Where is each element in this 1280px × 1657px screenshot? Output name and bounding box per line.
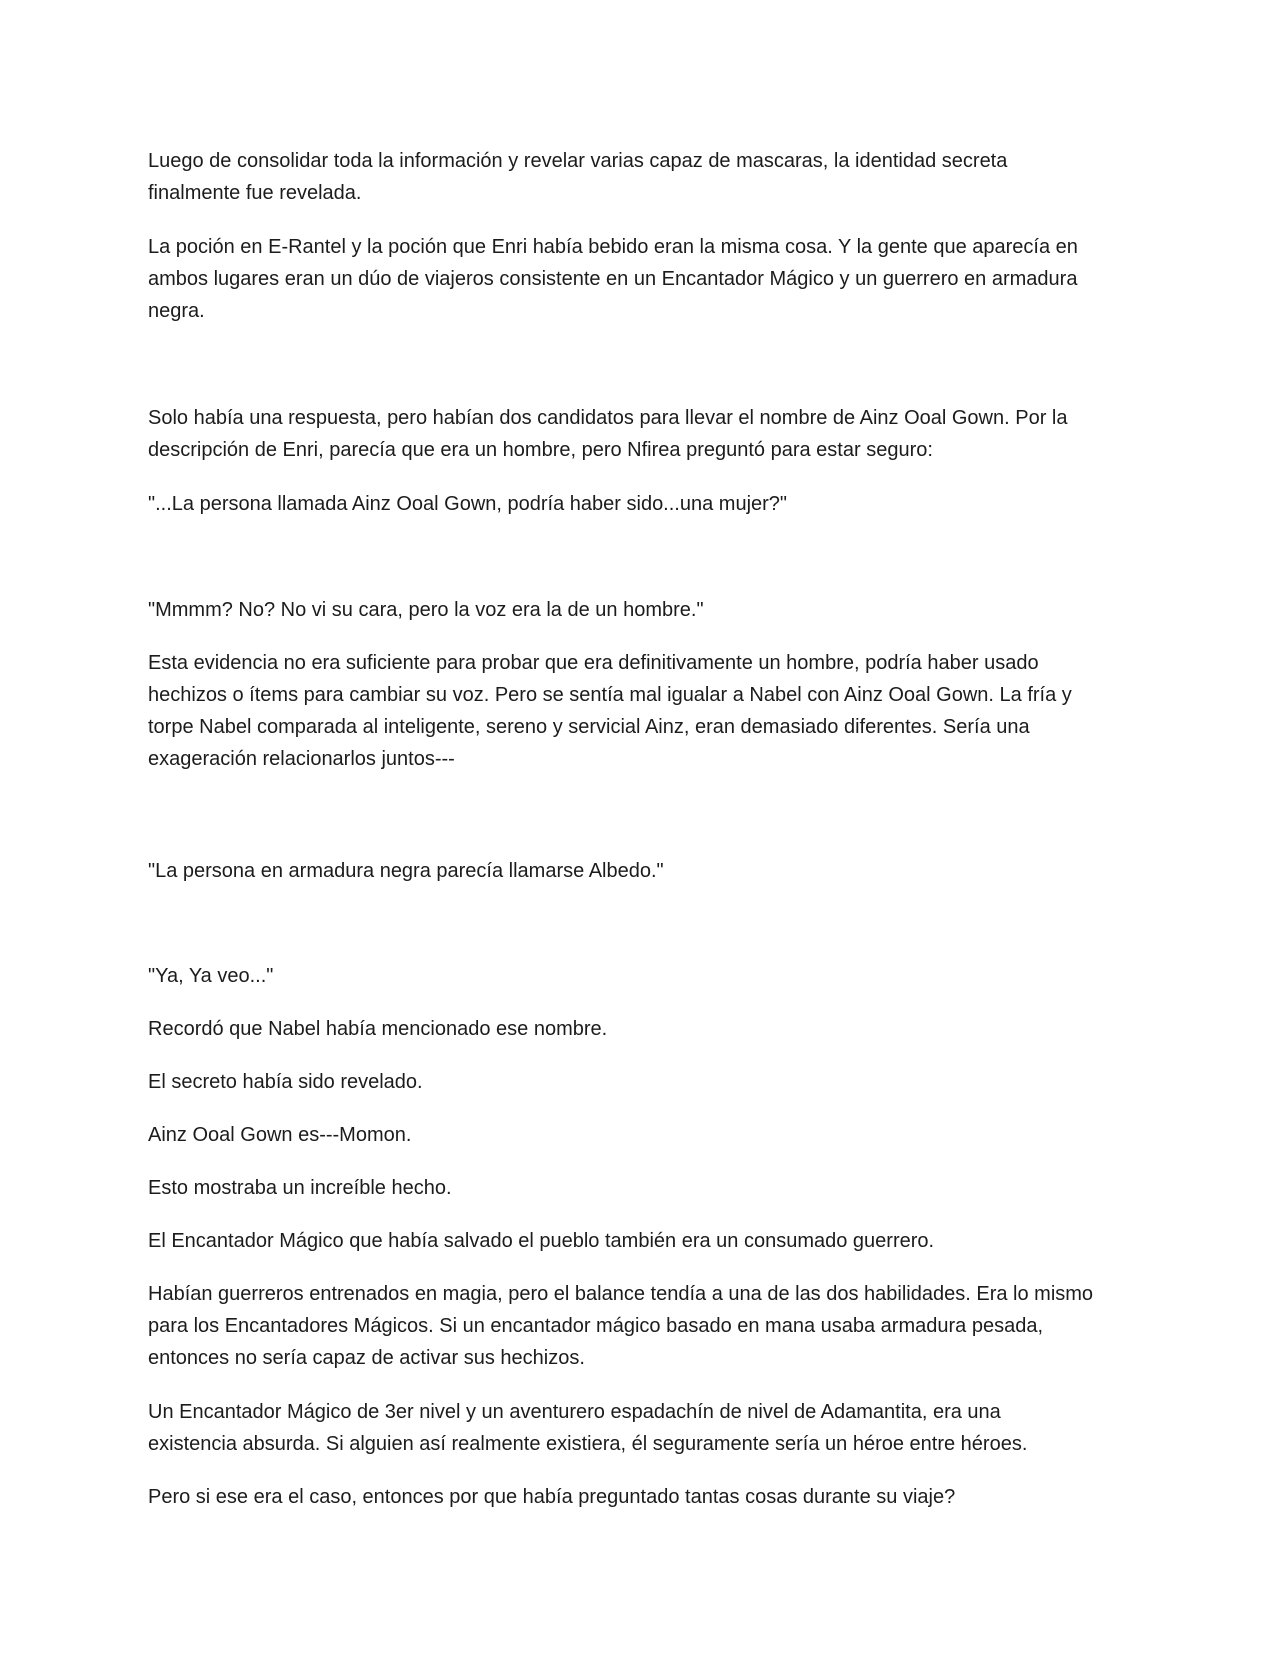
paragraph-text: "La persona en armadura negra parecía llamarse Albedo." [148, 860, 664, 882]
paragraph-8 [148, 960, 1138, 992]
paragraph-text: Solo había una respuesta, pero habían dos candidatos para llevar el nombre de Ainz Ooal Gown. Por la descripción de Enri, parecía que era un hombre, pero Nfirea preguntó para estar seguro: [148, 407, 1068, 461]
paragraph-7 [148, 855, 1138, 887]
paragraph-text: Recordó que Nabel había mencionado ese nombre. [148, 1018, 608, 1040]
paragraph-text: La poción en E-Rantel y la poción que Enri había bebido eran la misma cosa. Y la gente que aparecía en ambos lugares eran un dúo de viajeros consistente en un Encantador Mágico y un guerrero en armadura negra. [148, 236, 1078, 322]
paragraph-text: El Encantador Mágico que había salvado el pueblo también era un consumado guerrero. [148, 1230, 935, 1252]
paragraph-text: Pero si ese era el caso, entonces por que había preguntado tantas cosas durante su viaje? [148, 1486, 956, 1508]
paragraph-text: "...La persona llamada Ainz Ooal Gown, podría haber sido...una mujer?" [148, 493, 788, 515]
paragraph-text: Luego de consolidar toda la información y revelar varias capaz de mascaras, la identidad secreta finalmente fue revelada. [148, 150, 1008, 204]
paragraph-text: Esta evidencia no era suficiente para probar que era definitivamente un hombre, podría haber usado hechizos o ítems para cambiar su voz. Pero se sentía mal igualar a Nabel con Ainz Ooal Gown. La fría y torpe Nabel comparada al inteligente, sereno y servicial Ainz, eran demasiado diferentes. Sería una exageración relacionarlos juntos--- [148, 652, 1072, 770]
paragraph-11 [148, 1119, 1138, 1151]
paragraph-text: Habían guerreros entrenados en magia, pero el balance tendía a una de las dos habilidades. Era lo mismo para los Encantadores Mágicos. Si un encantador mágico basado en mana usaba armadura pesada, entonces no sería capaz de activar sus hechizos. [148, 1283, 1094, 1369]
paragraph-15 [148, 1396, 1138, 1460]
paragraph-6 [148, 647, 1138, 775]
paragraph-5 [148, 594, 1138, 626]
paragraph-2 [148, 231, 1138, 327]
paragraph-12 [148, 1172, 1138, 1204]
paragraph-text: Ainz Ooal Gown es---Momon. [148, 1124, 412, 1146]
paragraph-14 [148, 1278, 1138, 1374]
paragraph-9 [148, 1013, 1138, 1045]
paragraph-text: Un Encantador Mágico de 3er nivel y un aventurero espadachín de nivel de Adamantita, era una existencia absurda. Si alguien así realmente existiera, él seguramente sería un héroe entre héroes. [148, 1401, 1028, 1455]
paragraph-3 [148, 402, 1138, 466]
paragraph-13 [148, 1225, 1138, 1257]
paragraph-1 [148, 145, 1138, 209]
paragraph-text: "Ya, Ya veo..." [148, 965, 274, 987]
paragraph-4 [148, 488, 1138, 520]
paragraph-16 [148, 1481, 1138, 1513]
paragraph-text: "Mmmm? No? No vi su cara, pero la voz era la de un hombre." [148, 599, 704, 621]
paragraph-text: Esto mostraba un increíble hecho. [148, 1177, 452, 1199]
paragraph-text: El secreto había sido revelado. [148, 1071, 423, 1093]
paragraph-10 [148, 1066, 1138, 1098]
